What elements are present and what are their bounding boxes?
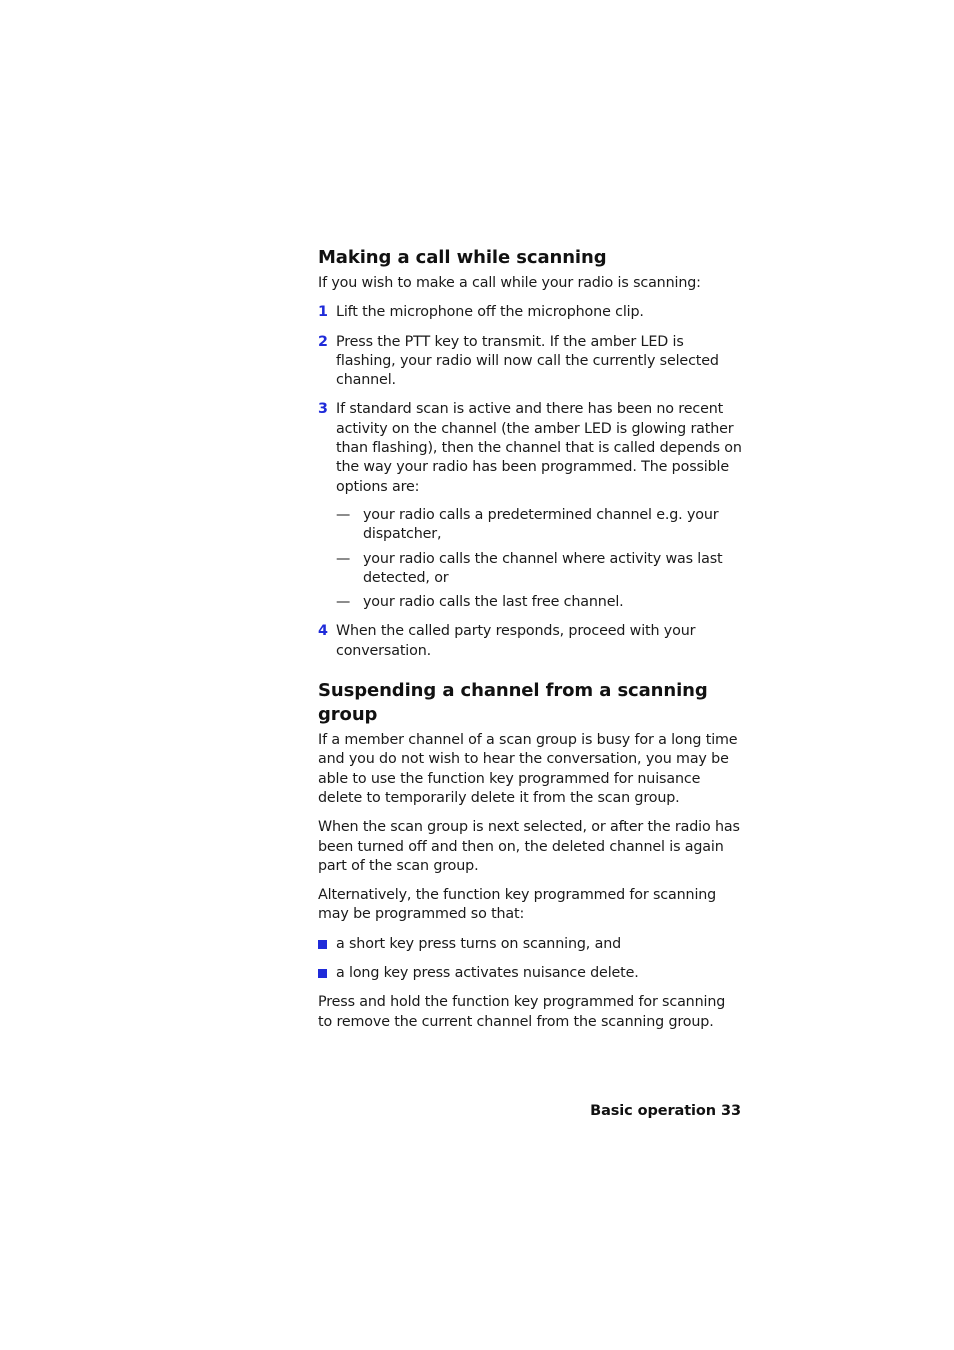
step-2: [318, 333, 742, 391]
page-number: 33: [721, 1103, 741, 1119]
option-text: your radio calls a predetermined channel e.g. your dispatcher,: [363, 506, 719, 543]
paragraph-3: Alternatively, the function key programmed for scanning may be programmed so that:: [318, 887, 717, 923]
option-text: your radio calls the last free channel.: [363, 594, 624, 611]
intro-paragraph: If you wish to make a call while your radio is scanning:: [318, 275, 701, 291]
paragraph-2: When the scan group is next selected, or after the radio has been turned off and then on, the deleted channel is again part of the scan group.: [318, 819, 740, 874]
square-bullet-icon: [318, 940, 327, 949]
bullet-item: [318, 964, 742, 983]
step-text: Press the PTT key to transmit. If the amber LED is flashing, your radio will now call the currently selected channel.: [336, 333, 719, 389]
paragraph-1: If a member channel of a scan group is busy for a long time and you do not wish to hear the conversation, you may be able to use the function key programmed for nuisance delete to temporarily delete it from the scan group.: [318, 732, 738, 806]
step-1: [318, 303, 742, 322]
footer-section-title: Basic operation: [590, 1103, 717, 1119]
step-number: 2: [318, 333, 328, 350]
option-item: [318, 593, 742, 612]
bullet-text: a long key press activates nuisance delete.: [336, 965, 639, 982]
step-text: Lift the microphone off the microphone clip.: [336, 304, 644, 321]
step-text: When the called party responds, proceed with your conversation.: [336, 623, 696, 659]
option-item: [318, 506, 742, 545]
bullet-item: [318, 935, 742, 954]
page-footer: [590, 1101, 741, 1121]
step-number: 1: [318, 304, 328, 321]
step-number: 4: [318, 623, 328, 640]
dash-marker: —: [336, 594, 351, 611]
option-text: your radio calls the channel where activity was last detected, or: [363, 550, 723, 586]
square-bullet-icon: [318, 969, 327, 978]
dash-marker: —: [336, 506, 351, 523]
section-heading-making-call: Making a call while scanning: [318, 247, 607, 268]
step-text: If standard scan is active and there has been no recent activity on the channel (the amber LED is glowing rather than flashing), then the channel that is called depends on the way your radio has been programmed. The possible options are:: [336, 401, 742, 495]
step-3: [318, 400, 742, 496]
paragraph-4: Press and hold the function key programmed for scanning to remove the current channel from the scanning group.: [318, 994, 726, 1030]
dash-marker: —: [336, 550, 351, 567]
section-heading-suspending-channel: Suspending a channel from a scanning group: [318, 680, 708, 726]
options-list: [318, 506, 742, 612]
step-4: [318, 622, 742, 661]
bullet-text: a short key press turns on scanning, and: [336, 935, 622, 952]
page-content: [318, 246, 742, 1042]
option-item: [318, 550, 742, 589]
step-number: 3: [318, 401, 328, 418]
